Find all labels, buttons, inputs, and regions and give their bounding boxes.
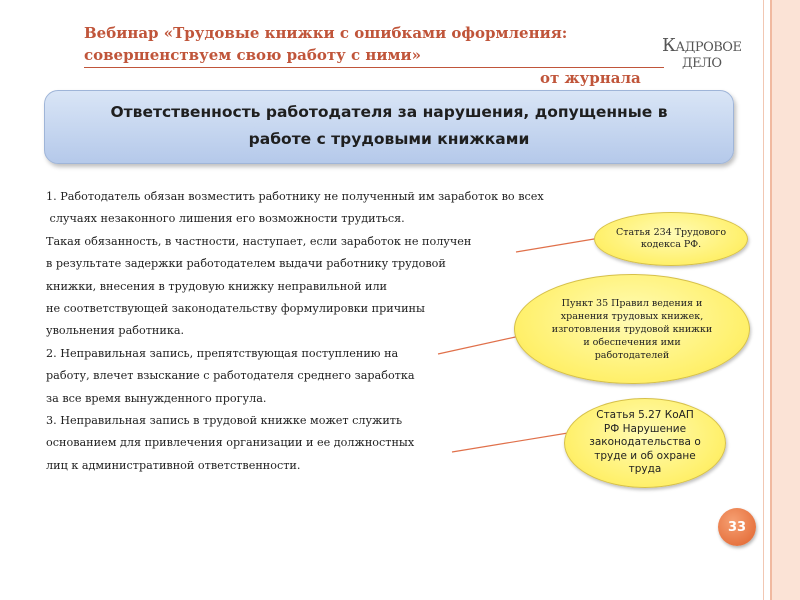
body-line: не соответствующей законодательству формулировки причины [46,302,425,316]
body-line: увольнения работника. [46,324,185,338]
body-line: работу, влечет взыскание с работодателя среднего заработка [46,369,415,383]
body-line: за все время вынужденного прогула. [46,391,267,405]
callout-article-234 [594,212,748,266]
body-line: основанием для привлечения организации и ее должностных [46,436,415,450]
callout-1-text: Статья 234 Трудового кодекса РФ. [615,226,727,250]
title-line-1: Вебинар «Трудовые книжки с ошибками оформления: [84,24,568,42]
body-line: книжки, внесения в трудовую книжку неправильной или [46,279,388,293]
arrow-3 [452,432,574,452]
callout-article-5-27 [564,398,726,488]
banner-line-1: Ответственность работодателя за нарушения, допущенные в [110,103,668,121]
callout-point-35 [514,274,750,384]
banner-line-2: работе с трудовыми книжками [248,130,530,148]
title-line-2: совершенствуем свою работу с ними» [84,46,421,64]
page-number-badge: 33 [718,508,756,546]
arrow-2 [438,336,520,354]
arrow-1 [516,238,600,252]
logo-line-2: дело [682,51,722,72]
callout-2-text: Пункт 35 Правил ведения и хранения трудовых книжек, изготовления трудовой книжки и обеспечения ими работодателей [551,297,713,361]
body-line: в результате задержки работодателем выдачи работнику трудовой [46,257,446,271]
body-line: случаях незаконного лишения его возможности трудиться. [46,212,405,226]
body-line: 1. Работодатель обязан возместить работнику не полученный им заработок во всех [46,190,544,203]
logo-line-1: Кадровое [662,35,742,56]
body-line: 2. Неправильная запись, препятствующая поступлению на [46,346,399,360]
subtitle: от журнала [540,69,641,87]
body-line: Такая обязанность, в частности, наступает, если заработок не получен [46,234,472,248]
body-line: лиц к административной ответственности. [46,458,301,472]
callout-3-text: Статья 5.27 КоАП РФ Нарушение законодательства о труде и об охране труда [589,409,701,476]
body-line: 3. Неправильная запись в трудовой книжке может служить [46,414,403,428]
